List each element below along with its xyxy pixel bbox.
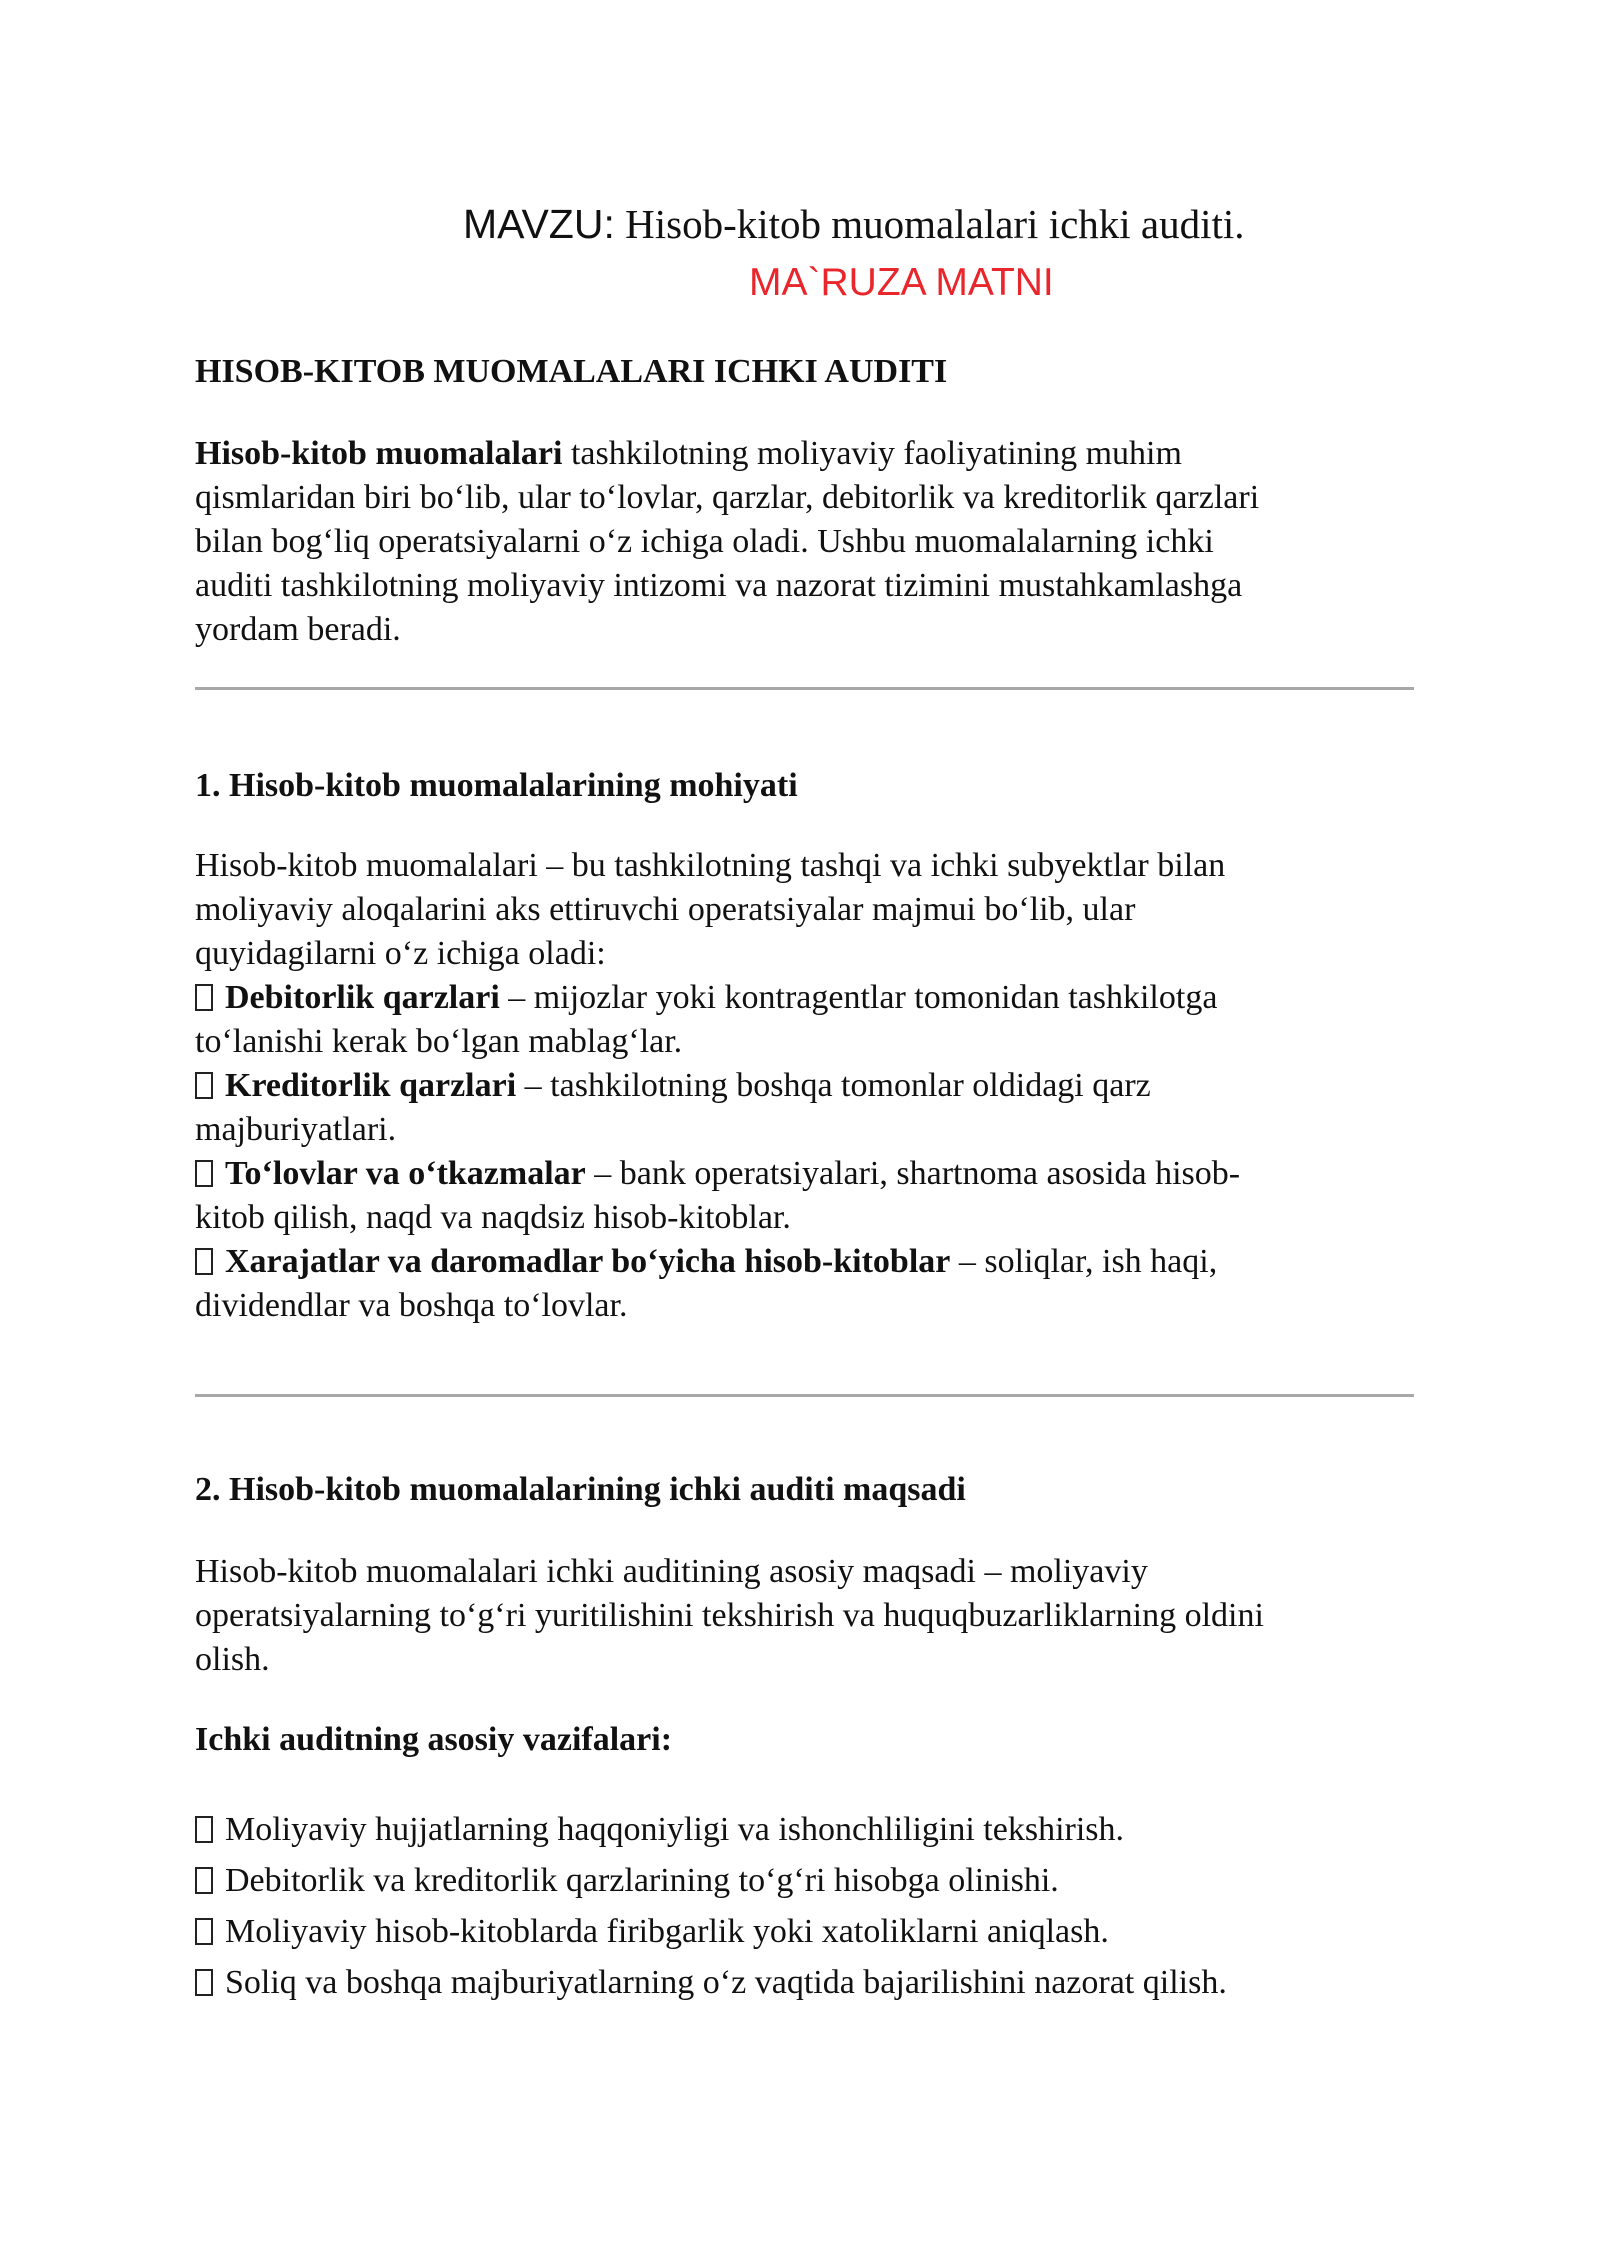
bullet-icon [195, 1918, 213, 1945]
bullet-item-2-cont: majburiyatlari. [195, 1111, 397, 1148]
task-item-1 [195, 1804, 1435, 1855]
task-item-4 [195, 1957, 1435, 2008]
intro-line-1 [195, 432, 1435, 476]
intro-line-4: auditi tashkilotning moliyaviy intizomi va nazorat tizimini mustahkamlashga [195, 567, 1243, 604]
bullet-item-4 [195, 1240, 1435, 1284]
title-text: Hisob-kitob muomalalari ichki auditi. [625, 201, 1245, 247]
bullet-item-1-text: – mijozlar yoki kontragentlar tomonidan tashkilotga [499, 979, 1218, 1016]
bullet-icon [195, 1248, 213, 1275]
task-item-3 [195, 1906, 1435, 1957]
section-2-line-1: Hisob-kitob muomalalari ichki auditining asosiy maqsadi – moliyaviy [195, 1553, 1148, 1590]
bullet-item-2-term: Kreditorlik qarzlari [225, 1067, 517, 1104]
bullet-icon [195, 1072, 213, 1099]
bullet-item-3-cont: kitob qilish, naqd va naqdsiz hisob-kitoblar. [195, 1199, 791, 1236]
title-label: MAVZU: [463, 201, 615, 247]
tasks-heading: Ichki auditning asosiy vazifalari: [195, 1721, 673, 1758]
task-item-2 [195, 1855, 1435, 1906]
bullet-item-3-text: – bank operatsiyalari, shartnoma asosida hisob- [585, 1155, 1241, 1192]
bullet-item-1 [195, 976, 1435, 1020]
bullet-icon [195, 1160, 213, 1187]
bullet-item-4-cont: dividendlar va boshqa to‘lovlar. [195, 1287, 628, 1324]
bullet-item-4-text: – soliqlar, ish haqi, [950, 1243, 1218, 1280]
main-heading: HISOB-KITOB MUOMALALARI ICHKI AUDITI [195, 353, 948, 390]
section-2-line-3: olish. [195, 1641, 270, 1678]
section-2-body [195, 1550, 1435, 1682]
bullet-item-2 [195, 1064, 1435, 1108]
bullet-item-1-cont: to‘lanishi kerak bo‘lgan mablag‘lar. [195, 1023, 683, 1060]
section-1-heading: 1. Hisob-kitob muomalalarining mohiyati [195, 767, 798, 804]
task-item-3-text: Moliyaviy hisob-kitoblarda firibgarlik yoki xatoliklarni aniqlash. [225, 1913, 1109, 1950]
section-1-line-1: Hisob-kitob muomalalari – bu tashkilotning tashqi va ichki subyektlar bilan [195, 847, 1226, 884]
intro-line-2: qismlaridan biri bo‘lib, ular to‘lovlar, qarzlar, debitorlik va kreditorlik qarzlari [195, 479, 1260, 516]
intro-line-1-rest: tashkilotning moliyaviy faoliyatining muhim [562, 435, 1182, 472]
bullet-icon [195, 1816, 213, 1843]
bullet-item-1-term: Debitorlik qarzlari [225, 979, 500, 1016]
intro-bold-term: Hisob-kitob muomalalari [195, 435, 563, 472]
bullet-icon [195, 984, 213, 1011]
bullet-item-3-term: To‘lovlar va o‘tkazmalar [225, 1155, 586, 1192]
section-1-line-2: moliyaviy aloqalarini aks ettiruvchi operatsiyalar majmui bo‘lib, ular [195, 891, 1136, 928]
bullet-item-3 [195, 1152, 1435, 1196]
bullet-icon [195, 1969, 213, 1996]
document-subtitle: MA`RUZA MATNI [749, 261, 1054, 304]
section-2-line-2: operatsiyalarning to‘g‘ri yuritilishini tekshirish va huquqbuzarliklarning oldini [195, 1597, 1264, 1634]
document-title [463, 198, 1245, 250]
bullet-item-4-term: Xarajatlar va daromadlar bo‘yicha hisob-kitoblar [225, 1243, 951, 1280]
section-1-body [195, 844, 1435, 1328]
section-2-heading: 2. Hisob-kitob muomalalarining ichki auditi maqsadi [195, 1471, 966, 1508]
intro-paragraph [195, 432, 1435, 652]
tasks-list [195, 1804, 1435, 2008]
horizontal-divider-2 [195, 1394, 1414, 1397]
horizontal-divider-1 [195, 687, 1414, 690]
bullet-item-2-text: – tashkilotning boshqa tomonlar oldidagi qarz [516, 1067, 1151, 1104]
task-item-1-text: Moliyaviy hujjatlarning haqqoniyligi va ishonchliligini tekshirish. [225, 1811, 1125, 1848]
intro-line-5: yordam beradi. [195, 611, 401, 648]
section-1-line-3: quyidagilarni o‘z ichiga oladi: [195, 935, 606, 972]
bullet-icon [195, 1867, 213, 1894]
task-item-4-text: Soliq va boshqa majburiyatlarning o‘z vaqtida bajarilishini nazorat qilish. [225, 1964, 1227, 2001]
intro-line-3: bilan bog‘liq operatsiyalarni o‘z ichiga oladi. Ushbu muomalalarning ichki [195, 523, 1214, 560]
task-item-2-text: Debitorlik va kreditorlik qarzlarining to‘g‘ri hisobga olinishi. [225, 1862, 1059, 1899]
